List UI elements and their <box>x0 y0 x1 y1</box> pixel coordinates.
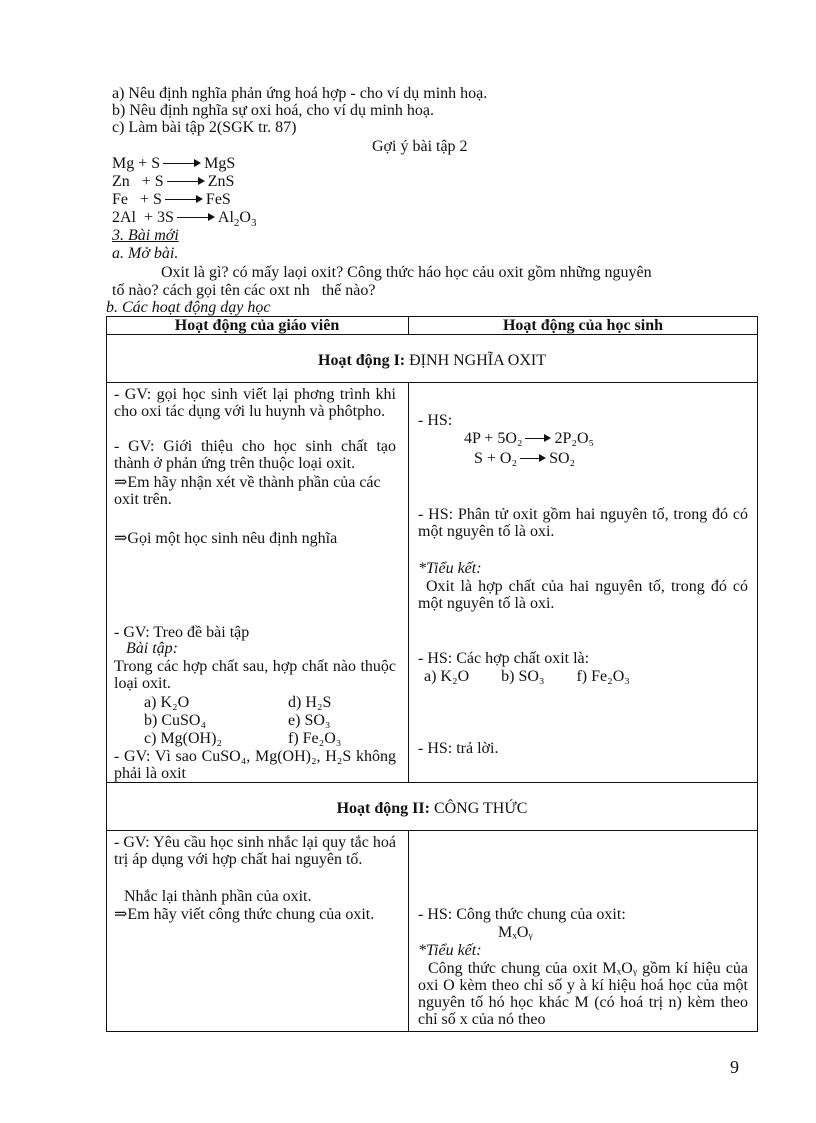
arrow-icon <box>525 434 551 444</box>
a2-summary-label: *Tiểu kết: <box>418 942 482 959</box>
question-b: b) Nêu định nghĩa sự oxi hoá, cho ví dụ minh hoạ. <box>112 102 434 119</box>
implies-icon: ⇒ <box>114 530 128 547</box>
a1-student-step-1: - HS: <box>418 412 453 429</box>
a2-teacher-step-3: ⇒Em hãy viết công thức chung của oxit. <box>114 906 375 923</box>
a1-student-step-2: - HS: Phân tử oxit gồm hai nguyên tố, trong đó có một nguyên tố là oxi. <box>418 506 748 540</box>
arrow-icon <box>167 177 205 187</box>
activities-table <box>106 316 758 1032</box>
option-a: a) K₂O <box>144 694 190 711</box>
subsection-b: b. Các hoạt động dạy học <box>106 299 271 316</box>
a1-teacher-step-6: - GV: Vì sao CuSO₄, Mg(OH)₂, H₂S không phải là oxit <box>114 748 396 782</box>
equation-2: Zn + S ZnS <box>112 173 235 190</box>
a1-summary-label: *Tiểu kết: <box>418 560 482 577</box>
a1-summary-text: Oxit là hợp chất của hai nguyên tố, trong đó có một nguyên tố là oxi. <box>418 578 748 612</box>
a1-student-equation-2: S + O₂ SO₂ <box>474 450 576 467</box>
column-header-student: Hoạt động của học sinh <box>502 317 664 334</box>
question-a: a) Nêu định nghĩa phản ứng hoá hợp - cho ví dụ minh hoạ. <box>112 85 488 102</box>
a1-teacher-step-4: ⇒Gọi một học sinh nêu định nghĩa <box>114 530 338 547</box>
equation-3: Fe + S FeS <box>112 191 231 208</box>
implies-icon: ⇒ <box>114 474 128 491</box>
equation-4: 2Al + 3S $Al_2O_3$ <box>112 209 257 230</box>
intro-paragraph-line-1: Oxit là gì? có mấy laọi oxit? Công thức háo học cảu oxit gồm những nguyên <box>161 264 652 281</box>
a1-student-step-3: - HS: Các hợp chất oxit là: <box>418 650 590 667</box>
a2-formula: MₓOᵧ <box>498 924 533 941</box>
activity-2-header: Hoạt động II: CÔNG THỨC <box>336 800 528 817</box>
intro-paragraph-line-2: tố nào? cách gọi tên các oxt nh thế nào? <box>112 282 376 299</box>
option-b: b) CuSO₄ <box>144 712 207 729</box>
question-c: c) Làm bài tập 2(SGK tr. 87) <box>112 119 297 136</box>
a1-teacher-step-5: - GV: Treo đề bài tập <box>114 624 250 641</box>
section-heading: 3. Bài mới <box>112 227 179 244</box>
option-e: e) SO₃ <box>288 712 331 729</box>
page-number: 9 <box>730 1057 739 1077</box>
a1-teacher-step-3: ⇒Em hãy nhận xét về thành phần của các oxit trên. <box>114 474 381 508</box>
a2-teacher-step-2: Nhắc lại thành phần của oxit. <box>124 888 312 905</box>
a2-student-step-1: - HS: Công thức chung của oxit: <box>418 906 626 923</box>
arrow-icon <box>165 195 203 205</box>
equation-1: Mg + S MgS <box>112 155 236 172</box>
a1-student-answer: a) K₂O b) SO₃ f) Fe₂O₃ <box>424 668 630 685</box>
column-header-teacher: Hoạt động của giáo viên <box>174 317 340 334</box>
implies-icon: ⇒ <box>114 906 128 923</box>
a1-teacher-step-1: - GV: gọi học sinh viết lại phơng trình khi cho oxi tác dụng với lu huynh và phôtpho. <box>114 386 396 420</box>
exercise-text: Trong các hợp chất sau, hợp chất nào thuộc loại oxit. <box>114 658 396 692</box>
option-d: d) H₂S <box>288 694 332 711</box>
activity-1-header: Hoạt động I: ĐỊNH NGHĨA OXIT <box>318 352 546 369</box>
a1-student-equation-1: 4P + 5O₂ 2P₂O₅ <box>464 430 595 447</box>
arrow-icon <box>520 454 546 464</box>
exercise-label: Bài tập: <box>126 640 178 657</box>
a2-summary-text: Công thức chung của oxit MₓOᵧ gồm kí hiệu của oxi O kèm theo chỉ số y à kí hiệu hoá học của một nguyên tố hó học khác M (có hoá trị n) kèm theo chỉ số x của nó theo <box>418 960 748 1028</box>
arrow-icon <box>177 213 215 223</box>
option-c: c) Mg(OH)₂ <box>144 730 223 747</box>
option-f: f) Fe₂O₃ <box>288 730 342 747</box>
arrow-icon <box>163 159 201 169</box>
a1-student-step-4: - HS: trả lời. <box>418 740 499 757</box>
hint-title: Gợi ý bài tập 2 <box>372 138 468 155</box>
a2-teacher-step-1: - GV: Yêu cầu học sinh nhắc lại quy tắc hoá trị áp dụng với hợp chất hai nguyên tố. <box>114 834 396 868</box>
a1-teacher-step-2: - GV: Giới thiệu cho học sinh chất tạo thành ở phản ứng trên thuộc loại oxit. <box>114 438 396 472</box>
subsection-a: a. Mở bài. <box>112 245 179 262</box>
